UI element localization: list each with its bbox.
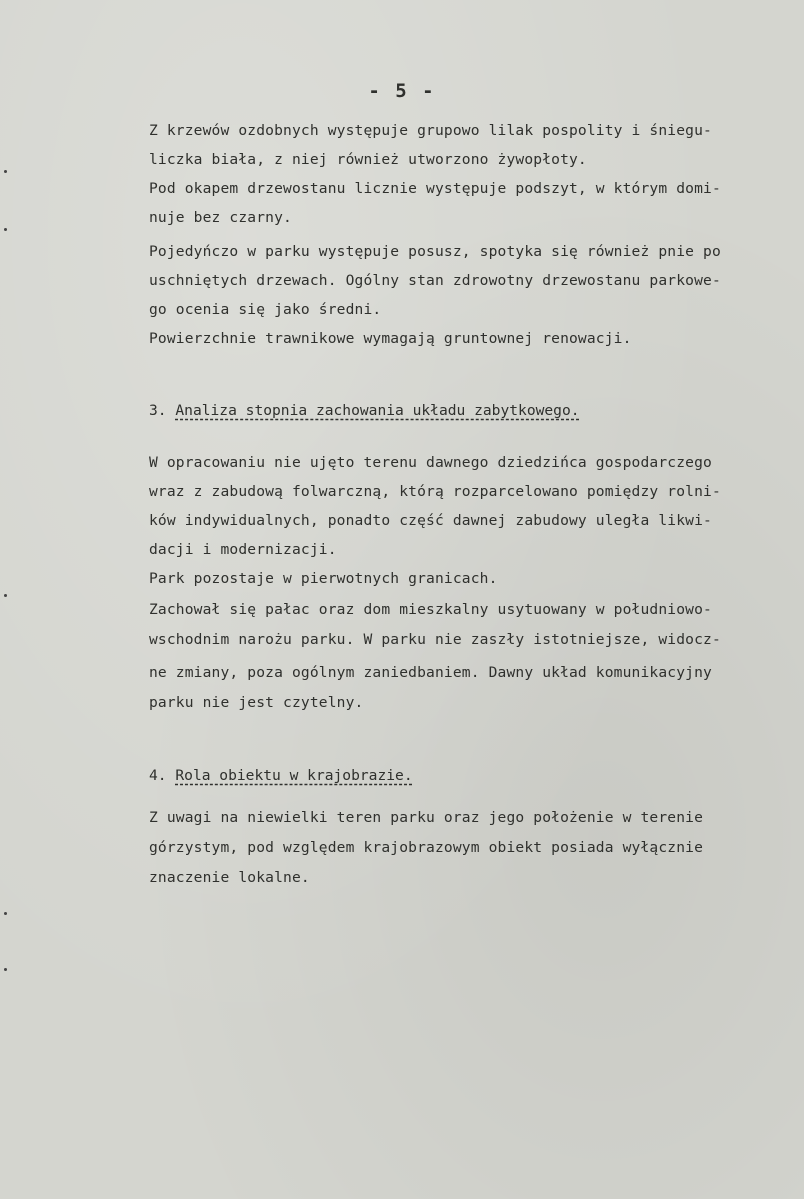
section-heading [149,402,580,419]
text-line: Zachował się pałac oraz dom mieszkalny usytuowany w południowo- [149,601,712,618]
section-heading [149,767,413,784]
section-number: 4. [149,767,167,784]
text-line: znaczenie lokalne. [149,869,310,886]
text-line: ne zmiany, poza ogólnym zaniedbaniem. Dawny układ komunikacyjny [149,664,712,681]
margin-mark [4,968,7,971]
section-title: Rola obiektu w krajobrazie. [175,767,413,784]
text-line: dacji i modernizacji. [149,541,337,558]
text-line: wschodnim narożu parku. W parku nie zaszły istotniejsze, widocz- [149,631,721,648]
text-line: parku nie jest czytelny. [149,694,364,711]
text-line: ków indywidualnych, ponadto część dawnej zabudowy uległa likwi- [149,512,712,529]
text-line: liczka biała, z niej również utworzono żywopłoty. [149,151,587,168]
text-line: górzystym, pod względem krajobrazowym obiekt posiada wyłącznie [149,839,704,856]
text-line: Z uwagi na niewielki teren parku oraz jego położenie w terenie [149,809,704,826]
text-line: Z krzewów ozdobnych występuje grupowo lilak pospolity i śniegu- [149,122,712,139]
text-line: uschniętych drzewach. Ogólny stan zdrowotny drzewostanu parkowe- [149,272,721,289]
text-line: Pod okapem drzewostanu licznie występuje podszyt, w którym domi- [149,180,721,197]
text-line: Pojedyńczo w parku występuje posusz, spotyka się również pnie po [149,243,721,260]
text-line: wraz z zabudową folwarczną, którą rozparcelowano pomiędzy rolni- [149,483,721,500]
section-number: 3. [149,402,167,419]
page-number: - 5 - [368,80,436,102]
margin-mark [4,594,7,597]
section-title: Analiza stopnia zachowania układu zabytkowego. [175,402,580,419]
text-line: Park pozostaje w pierwotnych granicach. [149,570,498,587]
text-line: Powierzchnie trawnikowe wymagają gruntownej renowacji. [149,330,632,347]
text-line: go ocenia się jako średni. [149,301,382,318]
margin-mark [4,912,7,915]
margin-mark [4,228,7,231]
text-line: nuje bez czarny. [149,209,292,226]
text-line: W opracowaniu nie ujęto terenu dawnego dziedzińca gospodarczego [149,454,712,471]
margin-mark [4,170,7,173]
